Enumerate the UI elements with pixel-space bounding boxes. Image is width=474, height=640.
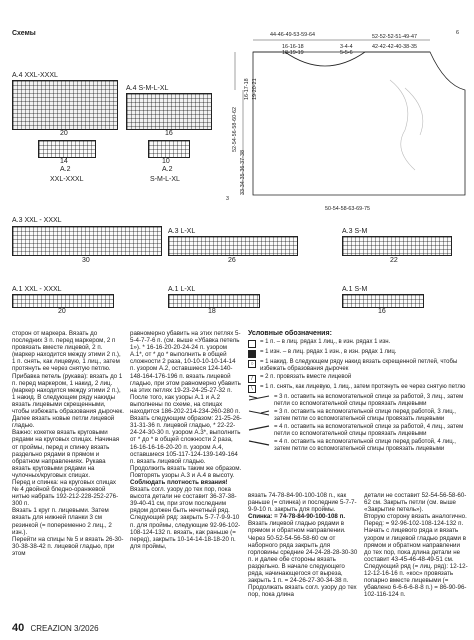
chart-a2-sml-size: S-M-L-XL: [150, 176, 180, 183]
legend-title: Условные обозначения:: [248, 330, 332, 337]
cable-4-front-icon: [248, 440, 270, 446]
text-column-2: [130, 330, 242, 550]
issue-label: CREAZION 3/2026: [30, 624, 99, 633]
paragraph: Спинка: = 74-78-84-90-100-108 п.: [248, 513, 346, 521]
ssk-icon: \: [248, 385, 256, 393]
chart-a2-sml-count: 10: [162, 158, 170, 165]
cable-3-front-icon: [248, 410, 270, 416]
section-title: Схемы: [12, 30, 36, 37]
chart-a3-lxl-count: 26: [228, 257, 236, 264]
paragraph: Важно: кокетке вязать круговыми рядами на круговых спицах. Начиная от проймы, перед и спинку вязать раздельно рядами в прямом и обратном направлениях. Рукава вязать круговыми рядами на чулочных/круговых спицах.: [12, 429, 120, 479]
paragraph: Перейти на спицы № 5 и вязать 26-30-30-38-38-42 п. лицевой гладью, при этом: [12, 535, 124, 557]
chart-a3-lxl-label: A.3 L-XL: [168, 228, 196, 235]
chart-a3-lxl-grid: [168, 236, 298, 256]
chart-a1-xxl-count: 20: [58, 308, 66, 315]
chart-a2-xxl-size: XXL-XXXL: [50, 176, 84, 183]
legend-item: \ = 1 п. снять, как лицевую, 1 лиц., затем протянуть ее через снятую петлю: [248, 384, 466, 393]
chart-a1-lxl-label: A.1 L-XL: [168, 286, 196, 293]
legend: [248, 330, 466, 454]
legend-item: = 4 п. оставить на вспомогательной спице перед работой, 4 лиц., затем петли со вспомогательной спицы провязать лицевыми: [248, 439, 466, 453]
paragraph: равномерно убавить на этих петлях 5-5-4-7-7-6 п. (см. выше «Убавка петель 1»). * 16-16-20-20-24-24 п. узором А.1*, от * до * выполнить в общей сложности 2 раза, 10-10-10-10-14-14 п. узором А.2, оставшиеся 124-140-148-164-176-196 п. вязать лицевой гладью, при этом равномерно убавить на этих петлях 19-23-24-25-27-32 п.: [130, 330, 241, 394]
chart-a2-xxl-name: A.2: [60, 166, 71, 173]
chart-a3-sm-count: 22: [390, 257, 398, 264]
page-footer: [12, 622, 99, 634]
paragraph: Следующий ряд (= лиц. ряд): 12-12-12-12-16-16 п. «кос» провязать попарно вместе лицевыми (= убавлено 6-6-6-6-8-8 п.) = 86-90-96-102-116-124 п.: [364, 562, 468, 599]
schematic-bottom-small: 3: [226, 196, 229, 202]
schematic-vertical-1: 16-17-18: [244, 78, 250, 100]
schematic-mid-measure-2: 5-5-6: [340, 50, 353, 56]
paragraph: детали не составит 52-54-56-58-60-62 см. Закрыть петли (см. выше «Закрытие петель»).: [364, 492, 467, 514]
text-column-1: [12, 330, 124, 557]
chart-a3-xxl-label: A.3 XXL - XXXL: [12, 217, 62, 224]
chart-a4-sml-count: 16: [165, 130, 173, 137]
schematic-right-top-2: 42-42-42-40-38-35: [372, 44, 417, 50]
schematic-vertical-2: 19-20-21: [252, 78, 258, 100]
k2tog-icon: /: [248, 375, 256, 383]
legend-item: / = 2 п. провязать вместе лицевой: [248, 374, 466, 383]
chart-a4-xxl-grid: [12, 80, 118, 130]
purl-stitch-icon: [248, 350, 256, 358]
cable-3-back-icon: [248, 395, 270, 401]
chart-a1-xxl-label: A.1 XXL - XXXL: [12, 286, 62, 293]
chart-a4-xxl-label: A.4 XXL-XXXL: [12, 72, 58, 79]
schematic-bottom-measure: 50-54-58-63-69-75: [325, 206, 370, 212]
legend-item: = 3 п. оставить на вспомогательной спице перед работой, 3 лиц., затем петли со вспомогательной спицы провязать лицевыми: [248, 409, 466, 423]
schematic-vertical-3: 52-54-56-58-60-62: [232, 107, 238, 152]
paragraph: Перед и спинка: на круговых спицах № 4 двойной бледно-оранжевой нитью набрать 192-212-228-252-276-300 п.: [12, 478, 119, 508]
paragraph: Вторую сторону вязать аналогично.: [364, 513, 467, 521]
schematic-left-top: 16-16-18: [282, 44, 304, 50]
paragraph: Прибавка петель (рукава): вязать до 1 п. перед маркером, 1 накид, 2 лиц. (маркер находится между этими 2 п.), 1 накид. В следующем ряду накиды вязать лицевыми скрещенными, чтобы избежать образования дырочек. Далее вязать новые петли лицевой гладью.: [12, 372, 124, 430]
paragraph: Вязать лицевой гладью рядами в прямом и обратном направлении.: [248, 520, 346, 535]
paragraph: Вязать следующим образом: 21-25-26-31-31-36 п. лицевой гладью, * 22-22-24-24-30-30 п. узором А.3*, выполнить от * до * в общей сложности 2 раза, 16-16-16-16-20-20 п. узором А.4, оставшиеся 105-117-124-139-149-164 п. вязать лицевой гладью. Продолжить вязать таким же образом. Повторять узоры А.3 и А.4 в высоту.: [130, 415, 242, 479]
schematic-right-top: 52-52-52-51-49-47: [372, 34, 417, 40]
chart-a4-xxl-count: 20: [60, 130, 68, 137]
legend-item: = 1 п. – в лиц. рядах 1 лиц., в изн. рядах 1 изн.: [248, 339, 466, 348]
paragraph: Через 50-52-54-56-58-60 см от наборного ряда закрыть для горловины средние 24-24-28-28-30-30 п. и далее обе стороны вязать раздельно. В начале следующего ряда, начинающегося от выреза, закрыть 1 п. = 24-26-27-30-34-38 п.: [248, 534, 358, 585]
schematic-top-measure: 44-46-49-53-59-64: [270, 32, 315, 38]
schematic-mid-measure: 3-4-4: [340, 44, 353, 50]
chart-a2-xxl-count: 14: [60, 158, 68, 165]
chart-a4-sml-label: A.4 S-M-L-XL: [126, 85, 169, 92]
chart-a2-xxl-grid: [38, 140, 96, 158]
schematic-left-top-2: 18-19-19: [282, 50, 304, 56]
knit-stitch-icon: [248, 340, 256, 348]
cable-4-back-icon: [248, 425, 270, 431]
legend-item: = 3 п. оставить на вспомогательной спице за работой, 3 лиц., затем петли со вспомогательной спицы провязать лицевыми: [248, 394, 466, 408]
chart-a1-sm-grid: [342, 294, 424, 308]
chart-a3-sm-label: A.3 S-M: [342, 228, 368, 235]
yarn-over-icon: ○: [248, 360, 256, 368]
chart-a3-xxl-grid: [12, 226, 162, 256]
paragraph: вязать 74-78-84-90-100-108 п., как раньше (= спинка) и последние 5-7-7-9-9-10 п. закрыть для проймы.: [248, 492, 357, 514]
paragraph-bold: Соблюдать плотность вязания!: [130, 478, 228, 486]
text-column-3: [248, 492, 358, 598]
chart-a3-sm-grid: [342, 236, 452, 256]
chart-a4-sml-grid: [126, 93, 212, 130]
schematic-vertical-4: 33-34-35-36-37-38: [240, 150, 246, 195]
paragraph: Вязать 1 круг п. лицевыми. Затем вязать для нижней планки 3 см резинкой (= попеременно 2 лиц., 2 изн.).: [12, 507, 112, 536]
chart-a2-sml-grid: [148, 140, 190, 158]
paragraph: Перед: = 92-96-102-108-124-132 п. Начать с лицевого ряда и вязать узором и лицевой гладью рядами в прямом и обратном направлении до тех пор, пока длина детали не составит 43-45-46-48-49-51 см.: [364, 520, 467, 563]
paragraph: Следующий ряд: закрыть 5-7-7-9-9-10 п. для проймы, следующие 92-96-102-108-124-132 п. вязать, как раньше (= перед), закрыть 10-14-14-18-18-20 п. для проймы,: [130, 514, 241, 550]
chart-a2-sml-name: A.2: [162, 166, 173, 173]
schematic-corner-num: 6: [456, 30, 459, 36]
paragraph: сторон от маркера. Вязать до последних 3 п. перед маркером, 2 п провязать вместе лицевой, 2 п.(маркер находится между этими 2 п.), 1 п. снять, как лицевую, 1 лиц., затем протянуть ее через снятую петлю.: [12, 330, 121, 373]
legend-item: ○ = 1 накид. В следующем ряду накид вязать скрещенной петлей, чтобы избежать образования дырочек: [248, 359, 466, 373]
legend-item: = 1 изн. – в лиц. рядах 1 изн., в изн. рядах 1 лиц.: [248, 349, 466, 358]
legend-item: = 4 п. оставить на вспомогательной спице за работой, 4 лиц., затем петли со вспомогательной спицы провязать лицевыми: [248, 424, 466, 438]
page-number: 40: [12, 622, 25, 634]
paragraph: Вязать согл. узору до тех пор, пока высота детали не составит 36-37-38-39-40-41 см, при этом последним рядом должен быть нечетный ряд.: [130, 486, 237, 515]
chart-a1-sm-count: 16: [378, 308, 386, 315]
chart-a1-lxl-grid: [168, 294, 260, 308]
text-column-4: [364, 492, 468, 598]
paragraph: После того, как узоры А.1 и А.2 выполнены по схеме, на спицах находится 186-202-214-234-260-280 п.: [130, 393, 241, 416]
chart-a1-lxl-count: 18: [208, 308, 216, 315]
chart-a1-xxl-grid: [12, 294, 114, 308]
chart-a1-sm-label: A.1 S-M: [342, 286, 368, 293]
chart-a3-xxl-count: 30: [82, 257, 90, 264]
paragraph: Продолжать вязать согл. узору до тех пор, пока длина: [248, 584, 357, 599]
